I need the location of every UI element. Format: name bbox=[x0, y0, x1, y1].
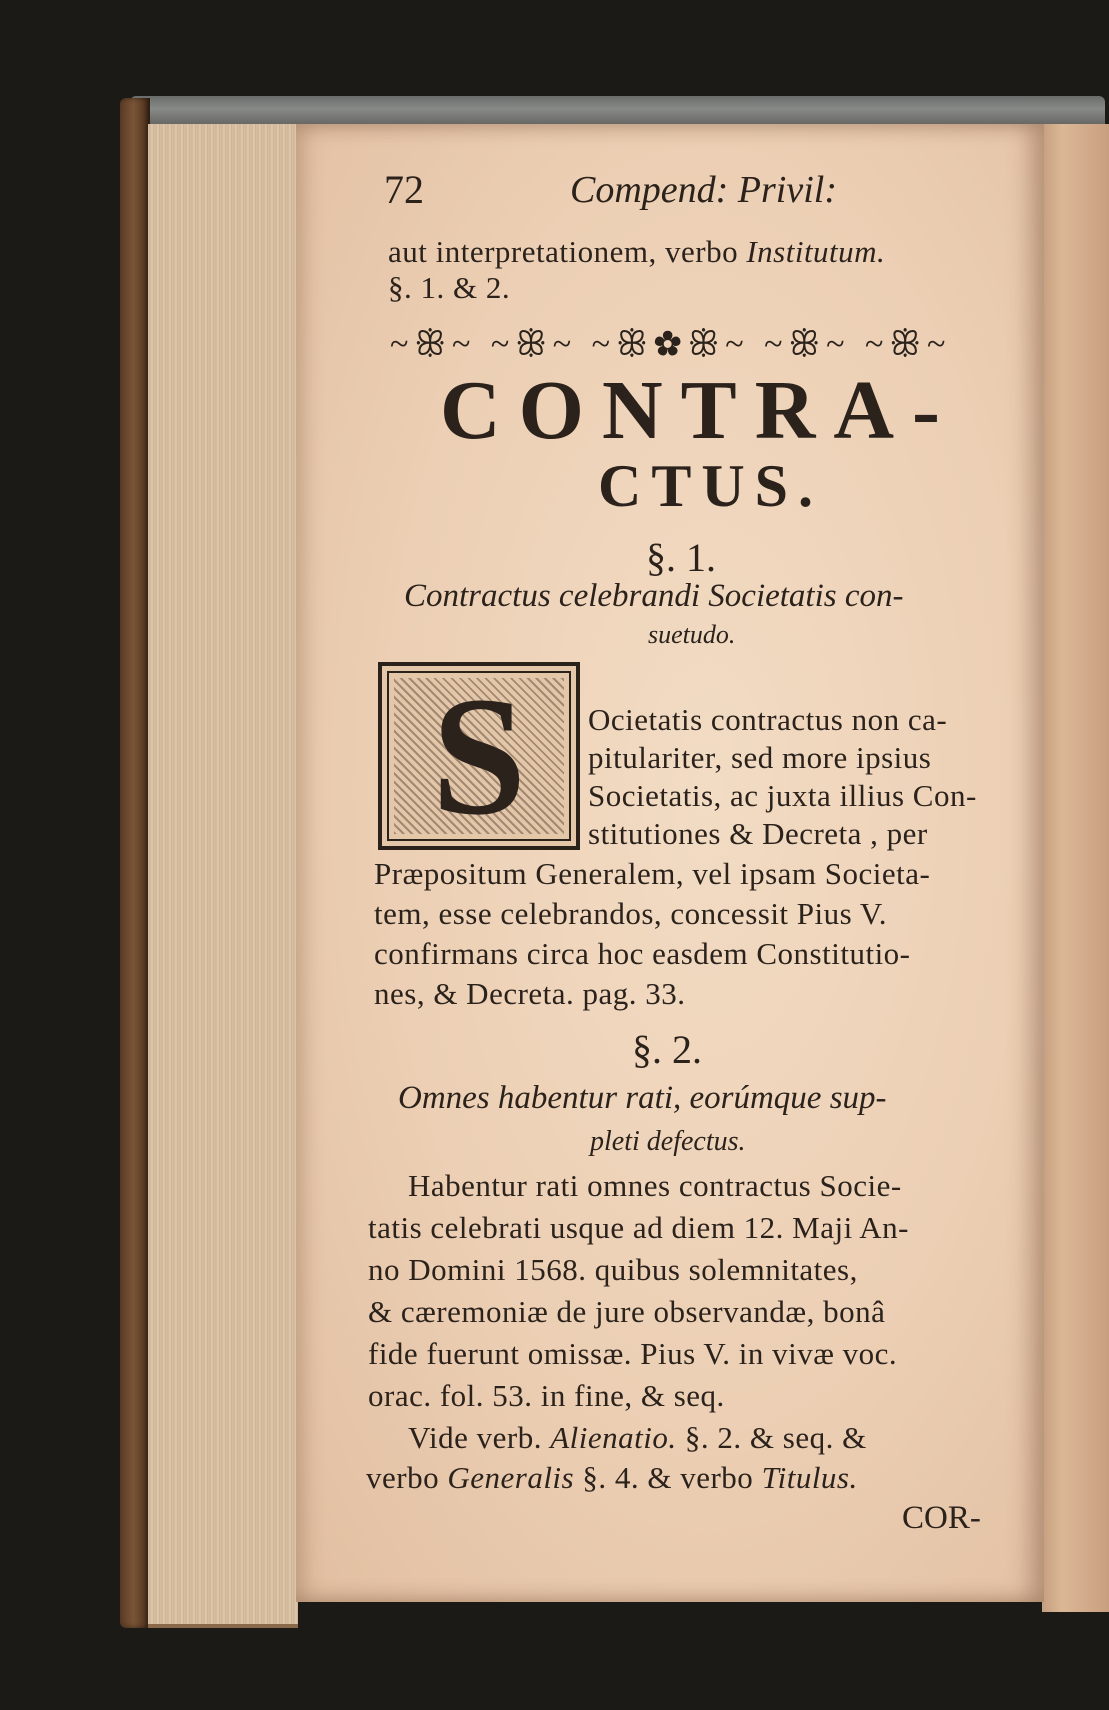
section-2-line-3: no Domini 1568. quibus solemnitates, bbox=[368, 1252, 858, 1287]
decorated-initial bbox=[378, 662, 580, 850]
decorative-ornament-band: ~ꕥ~ ~ꕥ~ ~ꕥ✿ꕥ~ ~ꕥ~ ~ꕥ~ bbox=[390, 326, 952, 363]
intro-italic: Institutum. bbox=[746, 234, 886, 269]
book-spine bbox=[120, 98, 150, 1628]
vide-line-1 bbox=[408, 1420, 867, 1456]
vide-line-2 bbox=[366, 1460, 858, 1496]
chapter-heading-line-2: CTUS. bbox=[598, 453, 824, 519]
section-1-line-7: confirmans circa hoc easdem Constitutio- bbox=[374, 936, 911, 971]
intro-line-2: §. 1. & 2. bbox=[388, 270, 511, 305]
section-2-line-1: Habentur rati omnes contractus Socie- bbox=[408, 1168, 902, 1203]
vide-text-a: Vide verb. bbox=[408, 1420, 542, 1455]
section-2-line-6: orac. fol. 53. in fine, & seq. bbox=[368, 1378, 725, 1413]
section-2-line-4: & cæremoniæ de jure observandæ, bonâ bbox=[368, 1294, 886, 1329]
section-1-line-8: nes, & Decreta. pag. 33. bbox=[374, 976, 686, 1011]
intro-text: aut interpretationem, verbo bbox=[388, 234, 739, 269]
vide2-italic-titulus: Titulus. bbox=[761, 1460, 858, 1495]
facing-page-edge bbox=[1042, 124, 1109, 1612]
page-stack bbox=[148, 124, 298, 1628]
vide2-italic-generalis: Generalis bbox=[447, 1460, 575, 1495]
section-1-line-4: stitutiones & Decreta , per bbox=[588, 816, 928, 851]
section-2-line-2: tatis celebrati usque ad diem 12. Maji An- bbox=[368, 1210, 909, 1245]
intro-line-1 bbox=[388, 234, 885, 270]
section-1-line-5: Præpositum Generalem, vel ipsam Societa- bbox=[374, 856, 931, 891]
section-2-mark: §. 2. bbox=[632, 1027, 702, 1072]
section-2-line-5: fide fuerunt omissæ. Pius V. in vivæ voc. bbox=[368, 1336, 898, 1371]
running-title: Compend: Privil: bbox=[570, 169, 838, 211]
section-2-title-line-2: pleti defectus. bbox=[590, 1126, 746, 1157]
section-1-title-line-1: Contractus celebrandi Societatis con- bbox=[404, 578, 904, 614]
section-1-line-3: Societatis, ac juxta illius Con- bbox=[588, 778, 977, 813]
vide2-text-a: verbo bbox=[366, 1460, 440, 1495]
chapter-heading-line-1: CONTRA- bbox=[440, 364, 958, 457]
vide2-text-c: §. 4. & verbo bbox=[582, 1460, 754, 1495]
section-1-title-line-2: suetudo. bbox=[648, 620, 736, 649]
initial-letter: S bbox=[431, 662, 527, 850]
page-number: 72 bbox=[384, 167, 424, 212]
vide-text-c: §. 2. & seq. & bbox=[684, 1420, 867, 1455]
section-1-line-2: pitulariter, sed more ipsius bbox=[588, 740, 932, 775]
section-2-title-line-1: Omnes habentur rati, eorúmque sup- bbox=[398, 1080, 887, 1116]
catchword: COR- bbox=[902, 1500, 981, 1536]
vide-italic-alienatio: Alienatio. bbox=[550, 1420, 677, 1455]
section-1-line-6: tem, esse celebrandos, concessit Pius V. bbox=[374, 896, 888, 931]
section-1-line-1: Ocietatis contractus non ca- bbox=[588, 702, 948, 737]
section-1-mark: §. 1. bbox=[646, 535, 716, 580]
